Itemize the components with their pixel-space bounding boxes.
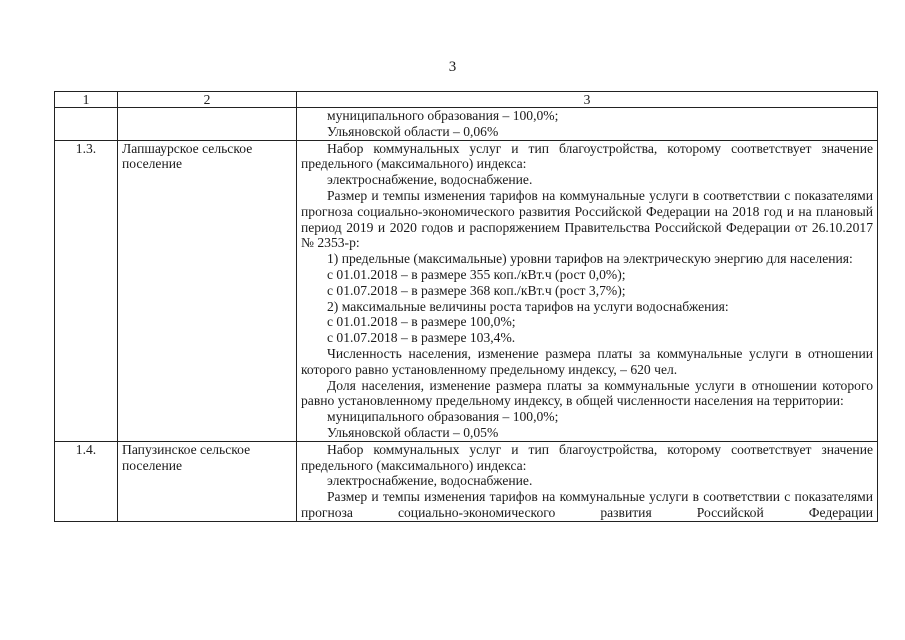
row-number: 1.4. [55,441,118,521]
paragraph: Набор коммунальных услуг и тип благоустройства, которому соответствует значение предельного (максимального) индекса: [301,140,873,172]
paragraph: с 01.07.2018 – в размере 103,4%. [327,330,516,346]
paragraph: Ульяновской области – 0,06% [327,123,499,139]
page-number: 3 [448,59,457,75]
paragraph: Набор коммунальных услуг и тип благоустройства, которому соответствует значение предельного (максимального) индекса: [301,441,873,473]
settlement-name [118,108,297,141]
paragraph: 1) предельные (максимальные) уровни тарифов на электрическую энергию для населения: [327,251,853,267]
settlement-name: Лапшаурское сельское поселение [118,140,297,441]
table-row [55,140,878,441]
paragraph: с 01.01.2018 – в размере 355 коп./кВт.ч (рост 0,0%); [327,266,626,282]
row-description [297,140,878,441]
paragraph: с 01.07.2018 – в размере 368 коп./кВт.ч (рост 3,7%); [327,282,626,298]
paragraph: Доля населения, изменение размера платы за коммунальные услуги в отношении которого равно установленному предельному индексу, в общей численности населения на территории: [301,377,873,409]
paragraph: 2) максимальные величины роста тарифов на услуги водоснабжения: [327,298,729,314]
paragraph: Размер и темпы изменения тарифов на коммунальные услуги в соответствии с показателями прогноза социально-экономического развития Российской Федерации [301,489,873,520]
column-header-1: 1 [55,92,118,108]
paragraph: с 01.01.2018 – в размере 100,0%; [327,314,516,330]
column-header-3: 3 [297,92,878,108]
table-header-row [55,92,878,108]
row-number: 1.3. [55,140,118,441]
paragraph: Численность населения, изменение размера платы за коммунальные услуги в отношении которого равно установленному предельному индексу, – 620 чел. [301,345,873,377]
paragraph: электроснабжение, водоснабжение. [327,473,533,489]
paragraph: Размер и темпы изменения тарифов на коммунальные услуги в соответствии с показателями прогноза социально-экономического развития Российской Федерации на 2018 год и на плановый период 2019 и 2020 годов и распоряжением Правительства Российской Федерации от 26.10.2017 № 2353-р: [301,187,873,251]
settlement-name: Папузинское сельское поселение [118,441,297,521]
paragraph: Ульяновской области – 0,05% [327,424,499,440]
tariff-table [54,91,878,522]
table-row [55,108,878,141]
row-description [297,441,878,521]
paragraph: муниципального образования – 100,0%; [327,409,559,425]
table-row [55,441,878,521]
row-number [55,108,118,141]
row-description [297,108,878,141]
paragraph: муниципального образования – 100,0%; [327,108,559,123]
column-header-2: 2 [118,92,297,108]
paragraph: электроснабжение, водоснабжение. [327,172,533,188]
